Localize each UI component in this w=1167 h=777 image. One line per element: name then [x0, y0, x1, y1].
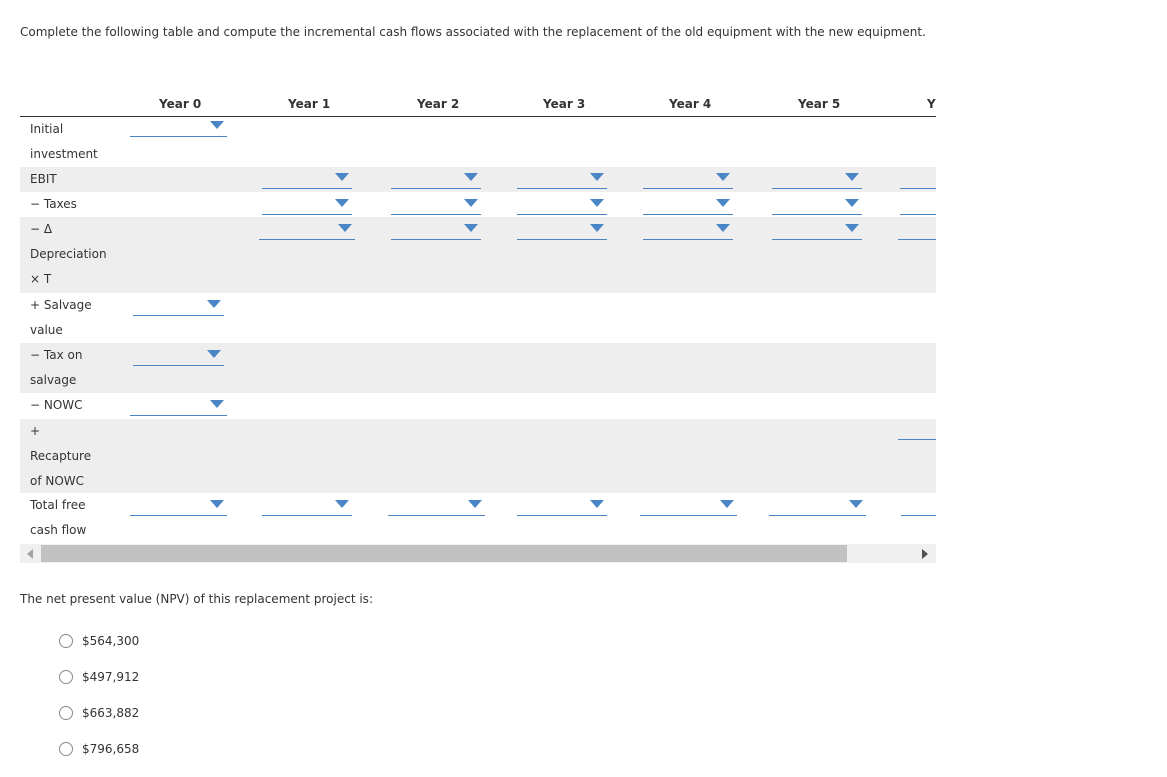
dropdown-ebit-year-6[interactable] — [900, 166, 936, 189]
dropdown-salvage-value-year-0[interactable] — [133, 293, 224, 316]
dropdown-total-fcf-year-5[interactable] — [769, 493, 866, 516]
row-label-initial-investment: Initial investment — [30, 122, 98, 161]
radio-button[interactable] — [59, 634, 73, 648]
chevron-down-icon — [464, 199, 478, 207]
table-row-total-free-cash-flow — [20, 493, 936, 543]
chevron-down-icon — [335, 199, 349, 207]
chevron-down-icon — [468, 500, 482, 508]
table-header-row — [20, 90, 936, 117]
row-label-salvage-value: + Salvage value — [30, 298, 92, 337]
dropdown-total-fcf-year-3[interactable] — [517, 493, 607, 516]
dropdown-depreciation-year-2[interactable] — [391, 217, 481, 240]
chevron-down-icon — [335, 500, 349, 508]
npv-option-4[interactable]: $796,658 — [59, 739, 139, 759]
table-row-taxes — [20, 192, 936, 217]
row-label-nowc: − NOWC — [30, 398, 83, 412]
column-header-year-2: Year 2 — [417, 97, 460, 111]
chevron-down-icon — [210, 121, 224, 129]
column-header-year-4: Year 4 — [669, 97, 712, 111]
npv-option-2[interactable]: $497,912 — [59, 667, 139, 687]
chevron-down-icon — [207, 300, 221, 308]
table-row-ebit — [20, 167, 936, 192]
row-label-tax-on-salvage: − Tax on salvage — [30, 348, 83, 387]
instruction-text: Complete the following table and compute the incremental cash flows associated with the replacement of the old equipment with the new equipment. — [20, 25, 926, 39]
table-row-recapture-nowc — [20, 419, 936, 493]
column-header-year-0: Year 0 — [159, 97, 202, 111]
chevron-down-icon — [845, 199, 859, 207]
table-row-tax-on-salvage — [20, 343, 936, 393]
dropdown-total-fcf-year-4[interactable] — [640, 493, 737, 516]
table-row-salvage-value — [20, 293, 936, 343]
npv-question: The net present value (NPV) of this replacement project is: — [20, 592, 373, 606]
dropdown-taxes-year-1[interactable] — [262, 192, 352, 215]
table-row-initial-investment — [20, 117, 936, 167]
radio-button[interactable] — [59, 742, 73, 756]
dropdown-depreciation-year-3[interactable] — [517, 217, 607, 240]
npv-option-3[interactable]: $663,882 — [59, 703, 139, 723]
chevron-down-icon — [464, 173, 478, 181]
chevron-down-icon — [210, 500, 224, 508]
dropdown-recapture-nowc-year-6[interactable] — [898, 417, 936, 440]
dropdown-nowc-year-0[interactable] — [130, 393, 227, 416]
chevron-down-icon — [207, 350, 221, 358]
dropdown-depreciation-year-4[interactable] — [643, 217, 733, 240]
dropdown-depreciation-year-5[interactable] — [772, 217, 862, 240]
dropdown-depreciation-year-1[interactable] — [259, 217, 355, 240]
cash-flow-table — [20, 90, 936, 565]
dropdown-ebit-year-1[interactable] — [262, 166, 352, 189]
chevron-down-icon — [845, 224, 859, 232]
radio-button[interactable] — [59, 670, 73, 684]
chevron-down-icon — [590, 224, 604, 232]
radio-button[interactable] — [59, 706, 73, 720]
column-header-year-3: Year 3 — [543, 97, 586, 111]
chevron-down-icon — [845, 173, 859, 181]
row-label-total-free-cash-flow: Total free cash flow — [30, 498, 87, 537]
chevron-down-icon — [590, 173, 604, 181]
dropdown-initial-investment-year-0[interactable] — [130, 114, 227, 137]
chevron-down-icon — [464, 224, 478, 232]
dropdown-taxes-year-5[interactable] — [772, 192, 862, 215]
chevron-down-icon — [716, 199, 730, 207]
dropdown-taxes-year-2[interactable] — [391, 192, 481, 215]
npv-option-1[interactable]: $564,300 — [59, 631, 139, 651]
dropdown-taxes-year-4[interactable] — [643, 192, 733, 215]
chevron-down-icon — [716, 173, 730, 181]
row-label-ebit: EBIT — [30, 172, 57, 186]
chevron-down-icon — [210, 400, 224, 408]
horizontal-scrollbar[interactable] — [20, 544, 936, 563]
scrollbar-thumb[interactable] — [41, 545, 847, 562]
chevron-down-icon — [590, 199, 604, 207]
dropdown-ebit-year-2[interactable] — [391, 166, 481, 189]
dropdown-depreciation-year-6[interactable] — [898, 217, 936, 240]
column-header-year-5: Year 5 — [798, 97, 841, 111]
chevron-down-icon — [590, 500, 604, 508]
column-header-year-6-partial: Y — [927, 97, 936, 111]
row-label-recapture-nowc: + Recapture of NOWC — [30, 424, 92, 488]
dropdown-tax-on-salvage-year-0[interactable] — [133, 343, 224, 366]
scroll-left-arrow-icon[interactable] — [27, 549, 33, 559]
dropdown-taxes-year-6[interactable] — [900, 192, 936, 215]
chevron-down-icon — [716, 224, 730, 232]
row-label-taxes: − Taxes — [30, 197, 77, 211]
chevron-down-icon — [335, 173, 349, 181]
scroll-right-arrow-icon[interactable] — [922, 549, 928, 559]
dropdown-ebit-year-3[interactable] — [517, 166, 607, 189]
dropdown-total-fcf-year-1[interactable] — [262, 493, 352, 516]
table-row-nowc — [20, 393, 936, 419]
dropdown-ebit-year-4[interactable] — [643, 166, 733, 189]
dropdown-total-fcf-year-2[interactable] — [388, 493, 485, 516]
dropdown-ebit-year-5[interactable] — [772, 166, 862, 189]
chevron-down-icon — [720, 500, 734, 508]
table-row-depreciation-tax-shield — [20, 217, 936, 293]
chevron-down-icon — [849, 500, 863, 508]
row-label-depreciation: − Δ Depreciation × T — [30, 222, 107, 286]
dropdown-total-fcf-year-0[interactable] — [130, 493, 227, 516]
chevron-down-icon — [338, 224, 352, 232]
column-header-year-1: Year 1 — [288, 97, 331, 111]
dropdown-taxes-year-3[interactable] — [517, 192, 607, 215]
dropdown-total-fcf-year-6[interactable] — [901, 493, 936, 516]
